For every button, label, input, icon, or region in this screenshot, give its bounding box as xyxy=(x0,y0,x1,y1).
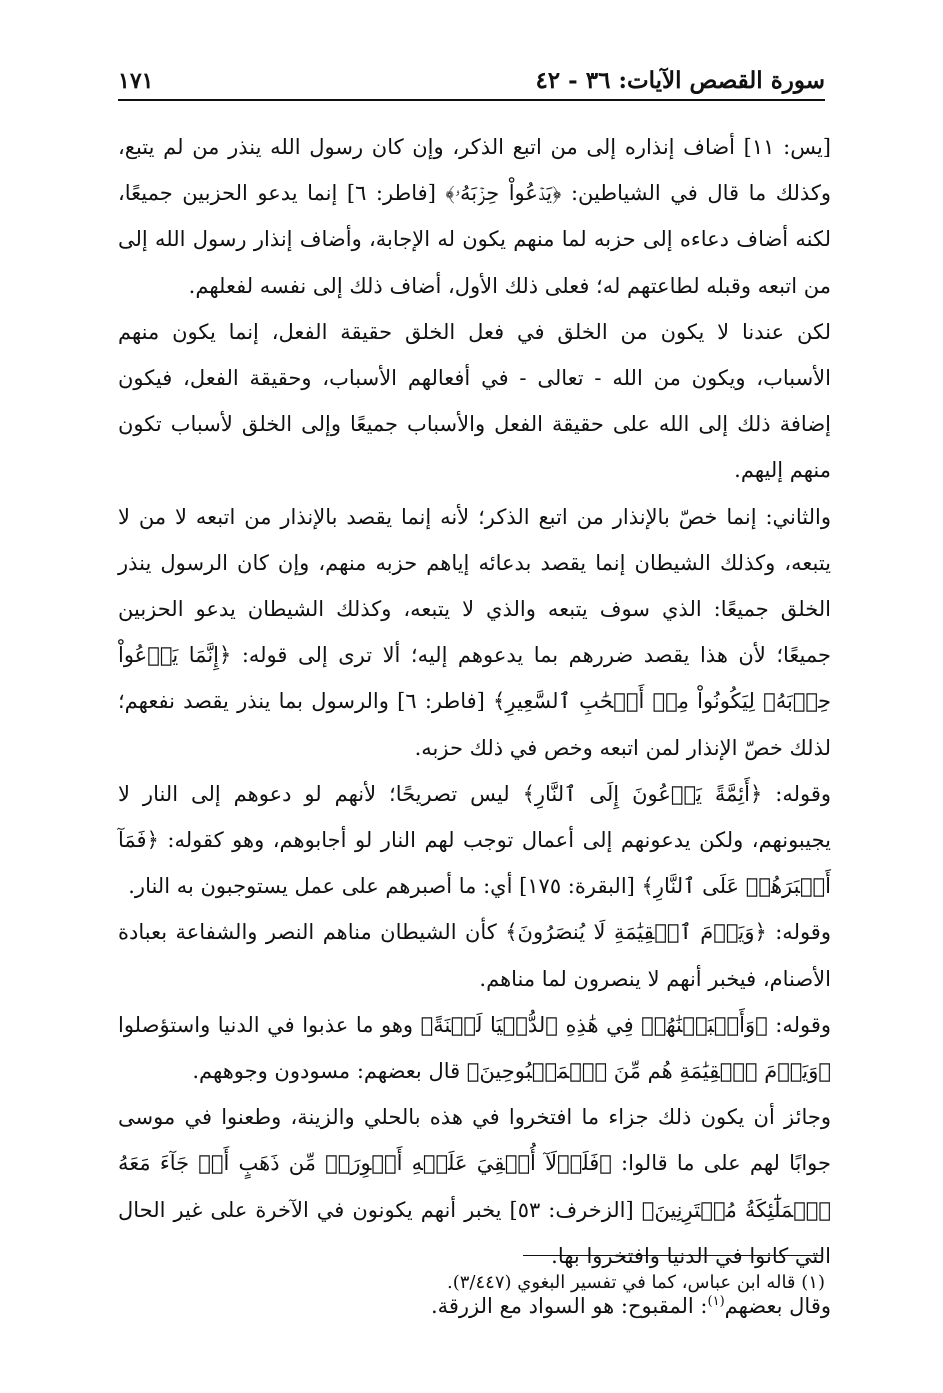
page-number: ١٧١ xyxy=(118,68,154,94)
running-header xyxy=(118,58,825,94)
main-text xyxy=(118,124,831,1329)
paragraph-6: وقوله: ﴿وَأَتۡبَعۡنَٰهُمۡ فِي هَٰذِهِ ٱلدُّنۡيَا لَعۡنَةً﴾ وهو ما عذبوا في الدنيا واستؤصلوا ﴿وَيَوۡمَ ٱلۡقِيَٰمَةِ هُم مِّنَ ٱلۡمَقۡبُوحِينَ﴾ قال بعضهم: مسودون وجوههم. xyxy=(118,1012,831,1084)
paragraph-1: [يس: ١١] أضاف إنذاره إلى من اتبع الذكر، وإن كان رسول الله ينذر من لم يتبع، وكذلك ما قال في الشياطين: ﴿يَدۡعُواْ حِزۡبَهُۥ﴾ [فاطر: ٦] إنما يدعو الحزبين جميعًا، لكنه أضاف دعاءه إلى حزبه لما منهم يكون له الإجابة، وأضاف إنذار رسول الله إلى من اتبعه وقبله لطاعتهم له؛ فعلى ذلك الأول، أضاف ذلك إلى نفسه لفعلهم. xyxy=(118,135,832,298)
last-para-start: وقال بعضهم xyxy=(724,1294,831,1319)
last-para-end: : المقبوح: هو السواد مع الزرقة. xyxy=(430,1294,708,1319)
paragraph-4: وقوله: ﴿أَئِمَّةً يَدۡعُونَ إِلَى ٱلنَّارِ﴾ ليس تصريحًا؛ لأنهم لو دعوهم إلى النار لا يجيبونهم، ولكن يدعونهم إلى أعمال توجب لهم النار لو أجابوهم، وهو كقوله: ﴿فَمَآ أَصۡبَرَهُمۡ عَلَى ٱلنَّارِ﴾ [البقرة: ١٧٥] أي: ما أصبرهم على عمل يستوجبون به النار. xyxy=(118,781,831,899)
paragraph-2: لكن عندنا لا يكون من الخلق في فعل الخلق حقيقة الفعل، إنما يكون منهم الأسباب، ويكون من الله - تعالى - في أفعالهم الأسباب، وحقيقة الفعل، فيكون إضافة ذلك إلى الله على حقيقة الفعل والأسباب جميعًا وإلى الخلق لأسباب تكون منهم إليهم. xyxy=(118,319,831,483)
footnote-marker: (١) xyxy=(707,1294,725,1310)
footnote-1: (١) قاله ابن عباس، كما في تفسير البغوي (٣/٤٤٧). xyxy=(447,1272,825,1293)
paragraph-7: وجائز أن يكون ذلك جزاء ما افتخروا في هذه بالحلي والزينة، وطعنوا في موسى جوابًا لهم على ما قالوا: ﴿فَلَوۡلَآ أُلۡقِيَ عَلَيۡهِ أَسۡوِرَةٞ مِّن ذَهَبٍ أَوۡ جَآءَ مَعَهُ ٱلۡمَلَٰٓئِكَةُ مُقۡتَرِنِينَ﴾ [الزخرف: ٥٣] يخبر أنهم يكونون في الآخرة على غير الحال التي كانوا في الدنيا وافتخروا بها. xyxy=(118,1105,831,1268)
paragraph-3: والثاني: إنما خصّ بالإنذار من اتبع الذكر؛ لأنه إنما يقصد بالإنذار من اتبعه لا من لا يتبعه، وكذلك الشيطان إنما يقصد بدعائه إياهم حزبه منهم، وإن كان الرسول ينذر الخلق جميعًا: الذي سوف يتبعه والذي لا يتبعه، وكذلك الشيطان يدعو الحزبين جميعًا؛ لأن هذا يقصد ضررهم بما يدعوهم إليه؛ ألا ترى إلى قوله: ﴿إِنَّمَا يَدۡعُواْ حِزۡبَهُۥ لِيَكُونُواْ مِنۡ أَصۡحَٰبِ ٱلسَّعِيرِ﴾ [فاطر: ٦] والرسول بما ينذر يقصد نفعهم؛ لذلك خصّ الإنذار لمن اتبعه وخص في ذلك حزبه. xyxy=(118,504,832,760)
header-divider xyxy=(118,99,825,101)
header-title: سورة القصص الآيات: ٣٦ - ٤٢ xyxy=(535,67,825,94)
footnotes xyxy=(118,1268,825,1298)
paragraph-5: وقوله: ﴿وَيَوۡمَ ٱلۡقِيَٰمَةِ لَا يُنصَرُونَ﴾ كأن الشيطان مناهم النصر والشفاعة بعبادة الأصنام، فيخبر أنهم لا ينصرون لما مناهم. xyxy=(118,920,831,991)
footnote-divider xyxy=(523,1255,823,1256)
